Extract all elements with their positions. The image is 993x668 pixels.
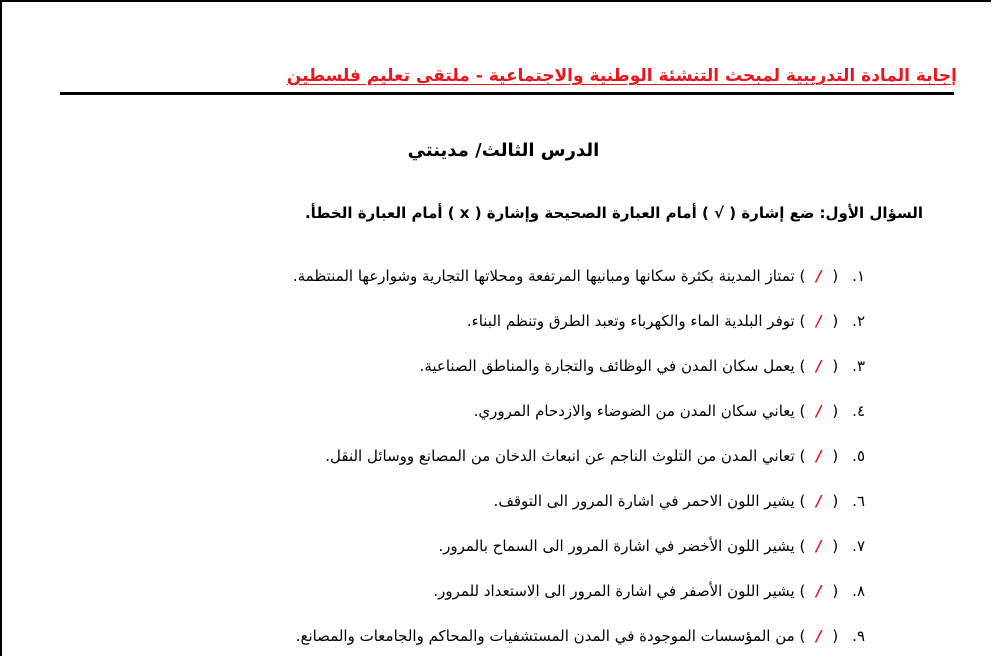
item-text: يعمل سكان المدن في الوظائف والتجارة والمناطق الصناعية.	[419, 357, 795, 375]
open-paren: (	[832, 312, 839, 330]
answer-list	[105, 263, 865, 668]
close-paren: )	[799, 492, 806, 510]
item-number: ٢.	[852, 312, 865, 330]
list-item	[105, 578, 865, 623]
answer-mark: /	[816, 312, 822, 330]
item-text: تعاني المدن من التلوث الناجم عن انبعاث الدخان من المصانع ووسائل النقل.	[325, 447, 795, 465]
close-paren: )	[799, 402, 806, 420]
item-text: يعاني سكان المدن من الضوضاء والازدحام المروري.	[473, 402, 795, 420]
item-number: ٤.	[852, 402, 865, 420]
open-paren: (	[832, 492, 839, 510]
close-paren: )	[799, 447, 806, 465]
item-text: يشير اللون الأخضر في اشارة المرور الى السماح بالمرور.	[438, 537, 795, 555]
answer-mark: /	[816, 537, 822, 555]
close-paren: )	[799, 627, 806, 645]
item-text: تمتاز المدينة بكثرة سكانها ومبانيها المرتفعة ومحلاتها التجارية وشوارعها المنتظمة.	[292, 267, 795, 285]
close-paren: )	[799, 312, 806, 330]
list-item	[105, 263, 865, 308]
open-paren: (	[832, 402, 839, 420]
item-number: ٦.	[852, 492, 865, 510]
item-number: ١.	[852, 267, 865, 285]
answer-mark: /	[816, 402, 822, 420]
header-divider	[60, 92, 954, 95]
open-paren: (	[832, 537, 839, 555]
answer-mark: /	[816, 447, 822, 465]
item-number: ٣.	[852, 357, 865, 375]
list-item	[105, 533, 865, 578]
open-paren: (	[832, 267, 839, 285]
list-item	[105, 443, 865, 488]
list-item	[105, 353, 865, 398]
open-paren: (	[832, 582, 839, 600]
answer-mark: /	[816, 492, 822, 510]
close-paren: )	[799, 537, 806, 555]
item-number: ٧.	[852, 537, 865, 555]
item-text: توفر البلدية الماء والكهرباء وتعبد الطرق وتنظم البناء.	[466, 312, 795, 330]
list-item	[105, 398, 865, 443]
item-number: ٨.	[852, 582, 865, 600]
item-text: يشير اللون الأصفر في اشارة المرور الى الاستعداد للمرور.	[433, 582, 795, 600]
list-item	[105, 488, 865, 533]
item-number: ٩.	[852, 627, 865, 645]
close-paren: )	[799, 357, 806, 375]
list-item	[105, 623, 865, 668]
open-paren: (	[832, 627, 839, 645]
answer-mark: /	[816, 267, 822, 285]
lesson-title: الدرس الثالث/ مدينتي	[407, 140, 600, 161]
open-paren: (	[832, 447, 839, 465]
answer-mark: /	[816, 582, 822, 600]
item-text: يشير اللون الاحمر في اشارة المرور الى التوقف.	[493, 492, 795, 510]
answer-mark: /	[816, 627, 822, 645]
question-prompt: السؤال الأول: ضع إشارة ( √ ) أمام العبارة الصحيحة وإشارة ( x ) أمام العبارة الخطأ.	[304, 204, 923, 222]
open-paren: (	[832, 357, 839, 375]
close-paren: )	[799, 582, 806, 600]
answer-mark: /	[816, 357, 822, 375]
list-item	[105, 308, 865, 353]
document-header-title: إجابة المادة التدريبية لمبحث التنشئة الوطنية والاجتماعية - ملتقى تعليم فلسطين	[286, 66, 957, 86]
item-number: ٥.	[852, 447, 865, 465]
item-text: من المؤسسات الموجودة في المدن المستشفيات والمحاكم والجامعات والمصانع.	[295, 627, 795, 645]
close-paren: )	[799, 267, 806, 285]
